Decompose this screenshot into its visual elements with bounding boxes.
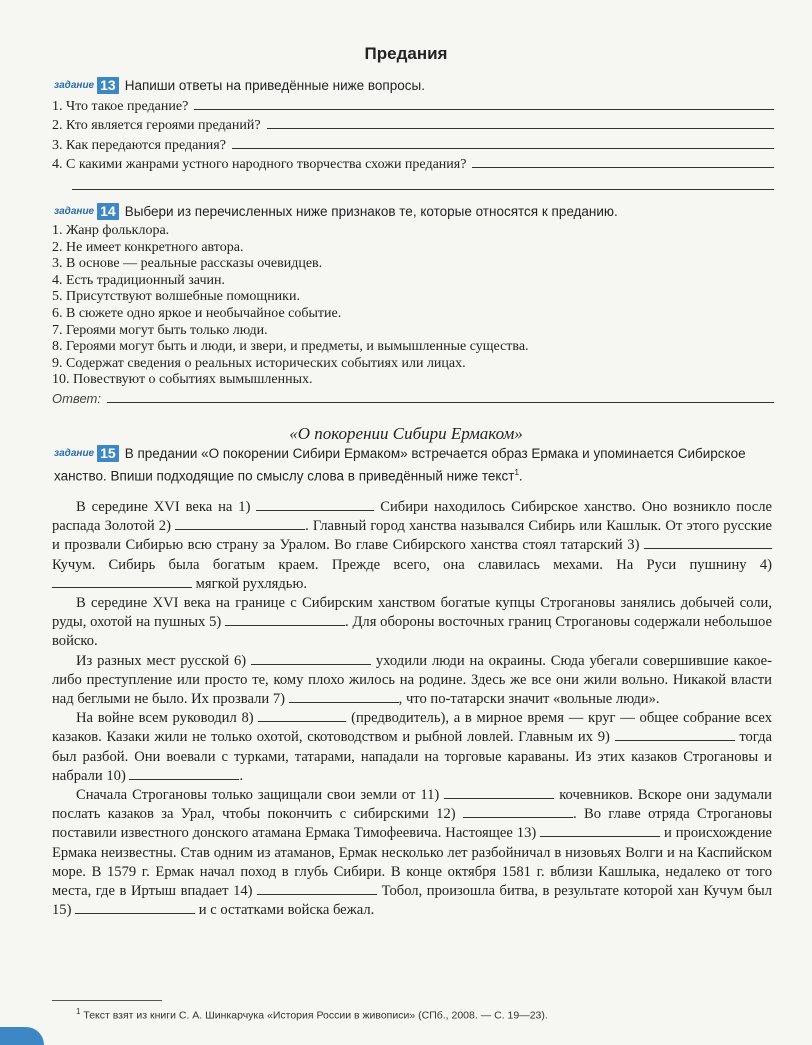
- paragraph: [52, 498, 772, 594]
- text-run: В середине XVI века на 1): [76, 499, 251, 515]
- question-text: 2. Кто является героями преданий?: [52, 118, 261, 134]
- blank-12[interactable]: [463, 805, 573, 818]
- task14-items: [52, 223, 774, 389]
- task14-header: [54, 202, 774, 221]
- text-run: и с остатками войска бежал.: [198, 902, 375, 919]
- blank-8[interactable]: [258, 709, 346, 722]
- task-label: задание: [54, 448, 95, 459]
- blank-10[interactable]: [129, 767, 239, 780]
- blank-14[interactable]: [257, 882, 377, 895]
- paragraph: [52, 786, 772, 920]
- question-text: 4. С какими жанрами устного народного творчества схожи предания?: [52, 157, 467, 173]
- task15-header: задание 15 В предании «О покорении Сибири Ермаком» встречается образ Ермака и упоминается Сибирское ханство. Впиши подходящие по смыслу слова в приведённый ниже текст$^1$.: [54, 445, 746, 484]
- paragraph: [52, 709, 772, 786]
- question-row: [52, 155, 774, 174]
- text-run: Тобол, произошла битва, в результате которой хан Кучум был 15): [52, 883, 773, 919]
- text-run: Сибири находилось Сибирское ханство. Оно возникло после распада Золотой 2): [52, 499, 772, 535]
- page-corner-decoration: [0, 1027, 44, 1045]
- story-text: [52, 498, 772, 920]
- text-run: На войне всем руководил 8): [76, 710, 254, 727]
- list-item: 1. Жанр фольклора.: [52, 223, 170, 238]
- task14-instruction: Выбери из перечисленных ниже признаков те, которые относятся к преданию.: [124, 204, 618, 219]
- task-label: задание: [54, 80, 95, 91]
- answer-line[interactable]: [267, 116, 774, 129]
- text-run: кочевников. Вскоре они задумали послать казаков за Урал, чтобы покончить с сибирскими 12): [52, 787, 772, 823]
- footnote-divider: [52, 1000, 162, 1001]
- list-item: 6. В сюжете одно яркое и необычайное событие.: [52, 305, 342, 321]
- blank-13[interactable]: [540, 824, 660, 837]
- footnote: [76, 1007, 548, 1022]
- task13-instruction: Напиши ответы на приведённые ниже вопросы.: [124, 78, 425, 93]
- list-item: 7. Героями могут быть только люди.: [52, 322, 268, 338]
- text-run: (предводитель), а в мирное время — круг — общее собрание всех казаков. Казаки жили не только охотой, скотоводством и рыбной ловлей. Главным их 9): [52, 710, 772, 746]
- task-number: 14: [97, 203, 119, 220]
- text-run: . Во главе отряда Строгановы поставили известного донского атамана Ермака Тимофеевича. Настоящее 13): [52, 806, 773, 842]
- paragraph: [52, 652, 772, 710]
- blank-15[interactable]: [75, 901, 195, 914]
- task-number: 15: [97, 445, 119, 462]
- question-text: 3. Как передаются предания?: [52, 137, 226, 153]
- text-run: Из разных мест русской 6): [76, 652, 247, 669]
- footnote-text: Текст взят из книги С. А. Шинкарчука «История России в живописи» (СПб., 2008. — С. 19—23).: [83, 1009, 548, 1022]
- blank-5[interactable]: [225, 613, 345, 626]
- blank-9[interactable]: [615, 728, 735, 741]
- list-item: 9. Содержат сведения о реальных исторических событиях или лицах.: [52, 355, 466, 371]
- paragraph: [52, 594, 772, 652]
- list-item: 2. Не имеет конкретного автора.: [52, 239, 244, 255]
- text-run: .: [239, 767, 244, 784]
- task15-instruction: В предании «О покорении Сибири Ермаком» встречается образ Ермака и упоминается Сибирское ханство. Впиши подходящие по смыслу слова в приведённый ниже текст: [54, 446, 746, 484]
- text-run: тогда был разбой. Они воевали с турками, татарами, нападали на торговые караваны. Из этих казаков Строгановы и набрали 10): [52, 729, 772, 784]
- list-item: 5. Присутствуют волшебные помощники.: [52, 289, 300, 305]
- list-item: 8. Героями могут быть и люди, и звери, и предметы, и вымышленные существа.: [52, 339, 529, 355]
- question-row: [52, 116, 774, 135]
- text-run: Кучум. Сибирь была богатым краем. Прежде всего, она славилась мехами. На Руси пушнину 4): [52, 556, 772, 573]
- answer-label: Ответ:: [52, 391, 101, 406]
- question-row: [52, 97, 774, 116]
- question-row: [52, 136, 774, 155]
- blank-3[interactable]: [644, 536, 772, 549]
- task-label: задание: [54, 206, 95, 217]
- answer-line[interactable]: [107, 392, 774, 403]
- blank-6[interactable]: [251, 652, 371, 665]
- task-number: 13: [97, 77, 119, 94]
- blank-1[interactable]: [256, 498, 374, 511]
- blank-2[interactable]: [175, 517, 305, 530]
- text-run: и происхождение Ермака неизвестны. Став одним из атаманов, Ермак несколько лет разбойничал в низовьях Волги и на Каспийском море. В 1579 г. Ермак начал поход в глубь Сибири. В конце октября 1581 г. вблизи Кашлыка, недалеко от того места, где в Иртыш впадает 14): [52, 825, 773, 900]
- text-run: , что по-татарски значит «вольные люди».: [398, 691, 660, 708]
- list-item: 4. Есть традиционный зачин.: [52, 272, 225, 288]
- answer-line[interactable]: [72, 175, 774, 190]
- text-run: . Для обороны восточных границ Строгановы содержали небольшое войско.: [52, 614, 773, 650]
- answer-line[interactable]: [232, 136, 774, 149]
- text-run: мягкой рухлядью.: [195, 575, 308, 592]
- task14-answer: [52, 391, 774, 406]
- section-subtitle: «О покорении Сибири Ермаком»: [289, 424, 523, 443]
- list-item: 3. В основе — реальные рассказы очевидцев.: [52, 256, 323, 272]
- question-text: 1. Что такое предание?: [52, 99, 189, 114]
- text-run: В середине XVI века на границе с Сибирским ханством богатые купцы Строгановы занялись добычей соли, руды, охотой на пушных 5): [52, 595, 772, 631]
- blank-4[interactable]: [52, 575, 192, 588]
- footnote-mark: 1: [514, 468, 519, 477]
- text-run: . Главный город ханства назывался Сибирь или Кашлык. От этого русские и прозвали Сибирью всю страну за Уралом. Во главе Сибирского ханства стоял татарский 3): [52, 518, 772, 554]
- blank-11[interactable]: [444, 786, 554, 799]
- answer-line[interactable]: [472, 155, 774, 168]
- answer-line[interactable]: [194, 97, 774, 110]
- text-run: уходили люди на окраины. Сюда убегали совершившие какое-либо преступление или просто те, кому плохо жилось на родине. Здесь же все они жили вольно. Никакой власти над беглыми не было. Их прозвали 7): [52, 652, 773, 708]
- footnote-number: 1: [76, 1007, 81, 1016]
- list-item: 10. Повествуют о событиях вымышленных.: [52, 372, 313, 388]
- page-title: Предания: [364, 44, 448, 63]
- blank-7[interactable]: [289, 690, 399, 703]
- task13-questions: [52, 97, 774, 190]
- text-run: Сначала Строгановы только защищали свои земли от 11): [76, 787, 440, 804]
- task13-header: [54, 76, 774, 95]
